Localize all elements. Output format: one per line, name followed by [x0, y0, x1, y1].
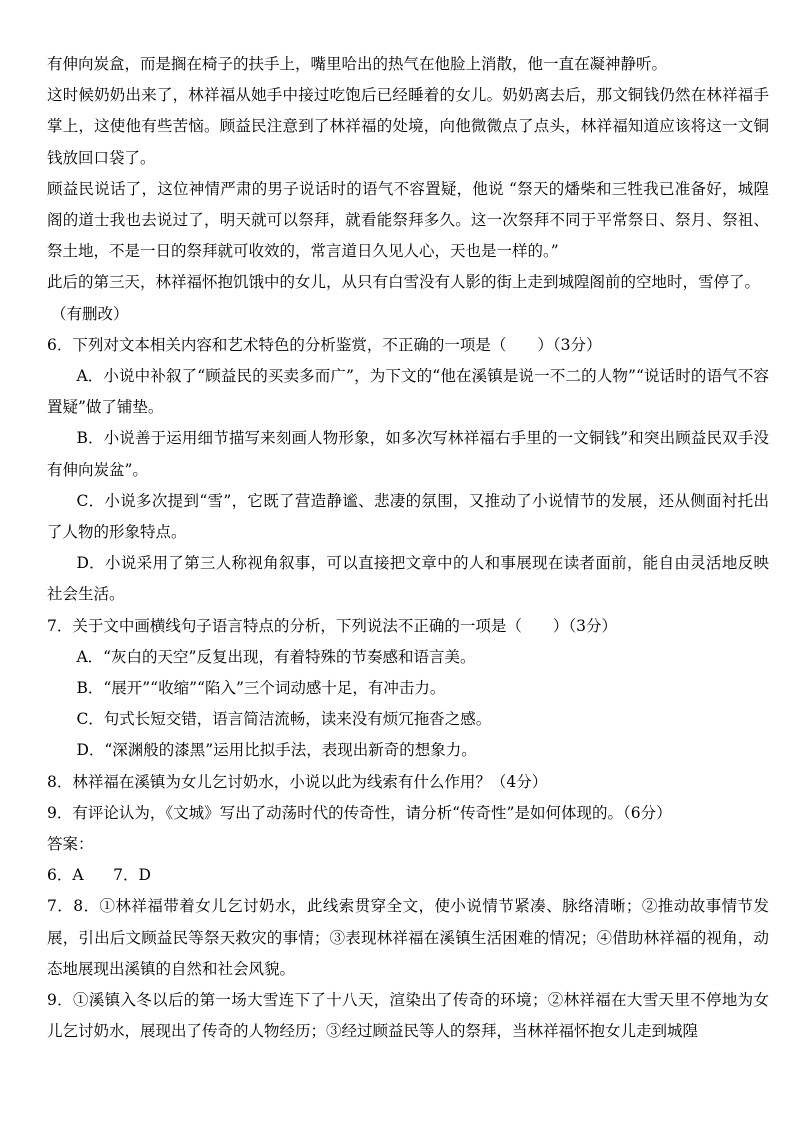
answer-7: 7．D: [113, 866, 151, 885]
story-paragraph-1: 有伸向炭盒，而是搁在椅子的扶手上，嘴里哈出的热气在他脸上消散，他一直在凝神静听。: [47, 55, 668, 73]
question-6-option-a: A．小说中补叙了“顾益民的买卖多而广”，为下文的“他在溪镇是说一不二的人物”“说话时的语气不容置疑”做了铺垫。: [47, 367, 769, 417]
question-9: 9．有评论认为，《文城》写出了动荡时代的传奇性，请分析“传奇性”是如何体现的。（6分）: [47, 803, 672, 822]
question-7-stem: 7．关于文中画横线句子语言特点的分析，下列说法不正确的一项是（ ）（3分）: [47, 616, 617, 635]
story-paragraph-3: 顾益民说话了，这位神情严肃的男子说话时的语气不容置疑，他说 “祭天的燔柴和三牲我已准备好，城隍阁的道士我也去说过了，明天就可以祭拜，就看能祭拜多久。这一次祭拜不同于平常祭日、祭月、祭祖、祭土地，不是一日的祭拜就可收效的，常言道日久见人心，天也是一样的。”: [47, 179, 769, 261]
question-7-option-b: B．“展开”“收缩”“陷入”三个词动感十足，有冲击力。: [76, 679, 446, 698]
source-note: （有删改）: [51, 304, 129, 323]
question-7-option-c: C．句式长短交错，语言简洁流畅，读来没有烦冗拖沓之感。: [76, 710, 492, 729]
document-content: [47, 49, 769, 1048]
question-7-option-a: A．“灰白的天空”反复出现，有着特殊的节奏感和语言美。: [76, 647, 476, 666]
answers-row-mc: [47, 860, 769, 891]
answer-9: 9．①溪镇入冬以后的第一场大雪连下了十八天，渲染出了传奇的环境；②林祥福在大雪天里不停地为女儿乞讨奶水，展现出了传奇的人物经历；③经过顾益民等人的祭拜，当林祥福怀抱女儿走到城隍: [47, 991, 769, 1041]
question-6-option-b: B．小说善于运用细节描写来刻画人物形象，如多次写林祥福右手里的一文铜钱”和突出顾益民双手没有伸向炭盆”。: [47, 429, 769, 479]
question-6-option-d: D．小说采用了第三人称视角叙事，可以直接把文章中的人和事展现在读者面前，能自由灵活地反映社会生活。: [47, 554, 769, 604]
story-paragraph-4: 此后的第三天，林祥福怀抱饥饿中的女儿，从只有白雪没有人影的街上走到城隍阁前的空地时，雪停了。: [47, 273, 761, 292]
answer-8: 7．8．①林祥福带着女儿乞讨奶水，此线索贯穿全文，使小说情节紧凑、脉络清晰；②推动故事情节发展，引出后文顾益民等祭天救灾的事情；③表现林祥福在溪镇生活困难的情况；④借助林祥福的视角，动态地展现出溪镇的自然和社会风貌。: [47, 897, 769, 978]
question-6-option-c: C．小说多次提到“雪”，它既了营造静谧、悲凄的氛围，又推动了小说情节的发展，还从侧面衬托出了人物的形象特点。: [47, 491, 769, 542]
story-paragraph-2: 这时候奶奶出来了，林祥福从她手中接过吃饱后已经睡着的女儿。奶奶离去后，那文铜钱仍然在林祥福手掌上，这使他有些苦恼。顾益民注意到了林祥福的处境，向他微微点了点头，林祥福知道应该将这一文铜钱放回口袋了。: [47, 86, 769, 167]
question-8: 8．林祥福在溪镇为女儿乞讨奶水，小说以此为线索有什么作用？（4分）: [47, 772, 548, 791]
answers-label: 答案：: [47, 835, 94, 854]
answer-6: 6．A: [47, 866, 84, 885]
question-7-option-d: D．“深渊般的漆黑”运用比拟手法，表现出新奇的想象力。: [76, 741, 477, 760]
question-6-stem: 6．下列对文本相关内容和艺术特色的分析鉴赏，不正确的一项是（ ）（3分）: [47, 335, 602, 354]
